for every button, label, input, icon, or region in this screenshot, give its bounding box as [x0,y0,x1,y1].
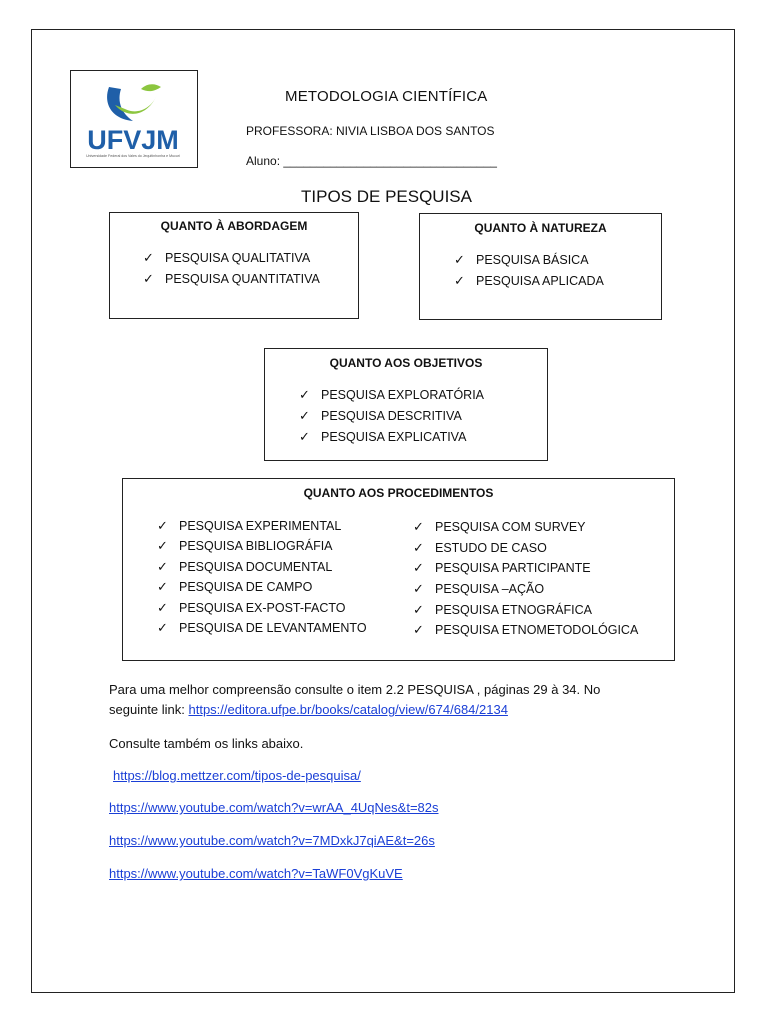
youtube-link-3[interactable]: https://www.youtube.com/watch?v=TaWF0VgKuVE [109,866,403,881]
check-icon: ✓ [454,252,465,267]
ufvjm-logo-icon [81,79,189,163]
list-item: ✓ PESQUISA DOCUMENTAL [157,559,333,574]
list-item: ✓ PESQUISA BÁSICA [454,252,589,267]
list-item: ✓ PESQUISA ETNOGRÁFICA [413,602,592,617]
list-item: ✓ PESQUISA APLICADA [454,273,604,288]
course-title: METODOLOGIA CIENTÍFICA [285,88,488,105]
abordagem-box [109,212,359,319]
see-also-text: Consulte também os links abaixo. [109,736,304,751]
youtube-link-1[interactable]: https://www.youtube.com/watch?v=wrAA_4UqNes&t=82s [109,800,439,815]
intro-line-2: seguinte link: https://editora.ufpe.br/books/catalog/view/674/684/2134 [109,702,508,717]
list-item: ✓ PESQUISA PARTICIPANTE [413,560,591,575]
page-title: TIPOS DE PESQUISA [301,187,472,206]
link-youtube-2 [109,831,435,851]
list-item: ✓ PESQUISA BIBLIOGRÁFIA [157,538,333,553]
check-icon: ✓ [157,620,168,635]
procedimentos-title: QUANTO AOS PROCEDIMENTOS [303,486,494,500]
list-item: ✓ PESQUISA EXPERIMENTAL [157,518,342,533]
list-item: ✓ PESQUISA ETNOMETODOLÓGICA [413,622,639,637]
list-item: ✓ PESQUISA DE CAMPO [157,579,313,594]
list-item: ✓ PESQUISA QUANTITATIVA [143,271,320,286]
link-youtube-1 [109,798,439,818]
check-icon: ✓ [413,519,424,534]
check-icon: ✓ [143,271,154,286]
link-mettzer [113,766,361,786]
list-item: ✓ PESQUISA QUALITATIVA [143,250,311,265]
university-logo [70,70,198,168]
check-icon: ✓ [299,387,310,402]
check-icon: ✓ [157,518,168,533]
editora-link[interactable]: https://editora.ufpe.br/books/catalog/view/674/684/2134 [188,702,508,717]
check-icon: ✓ [299,429,310,444]
check-icon: ✓ [157,600,168,615]
intro-line-1: Para uma melhor compreensão consulte o item 2.2 PESQUISA , páginas 29 à 34. No [109,682,601,697]
list-item: ✓ PESQUISA EXPLORATÓRIA [299,387,485,402]
svg-text:Universidade Federal dos Vales: Universidade Federal dos Vales do Jequitinhonha e Mucuri [86,154,180,158]
list-item: ✓ PESQUISA EX-POST-FACTO [157,600,346,615]
check-icon: ✓ [157,538,168,553]
check-icon: ✓ [413,622,424,637]
svg-text:UFVJM: UFVJM [87,125,179,155]
natureza-title: QUANTO À NATUREZA [474,221,607,235]
natureza-box [419,213,662,320]
student-line: Aluno: ________________________________ [246,154,497,168]
check-icon: ✓ [157,579,168,594]
abordagem-title: QUANTO À ABORDAGEM [160,219,308,233]
check-icon: ✓ [413,540,424,555]
list-item: ✓ PESQUISA DESCRITIVA [299,408,462,423]
check-icon: ✓ [413,560,424,575]
list-item: ✓ PESQUISA –AÇÃO [413,581,545,596]
check-icon: ✓ [143,250,154,265]
objetivos-box [264,348,548,461]
list-item: ✓ ESTUDO DE CASO [413,540,547,555]
objetivos-title: QUANTO AOS OBJETIVOS [329,356,483,370]
procedimentos-box [122,478,675,661]
list-item: ✓ PESQUISA EXPLICATIVA [299,429,467,444]
check-icon: ✓ [299,408,310,423]
youtube-link-2[interactable]: https://www.youtube.com/watch?v=7MDxkJ7qiAE&t=26s [109,833,435,848]
check-icon: ✓ [413,602,424,617]
list-item: ✓ PESQUISA COM SURVEY [413,519,586,534]
check-icon: ✓ [454,273,465,288]
check-icon: ✓ [413,581,424,596]
check-icon: ✓ [157,559,168,574]
link-youtube-3 [109,864,403,884]
professor-line: PROFESSORA: NIVIA LISBOA DOS SANTOS [246,124,495,138]
mettzer-link[interactable]: https://blog.mettzer.com/tipos-de-pesquisa/ [113,768,361,783]
list-item: ✓ PESQUISA DE LEVANTAMENTO [157,620,367,635]
